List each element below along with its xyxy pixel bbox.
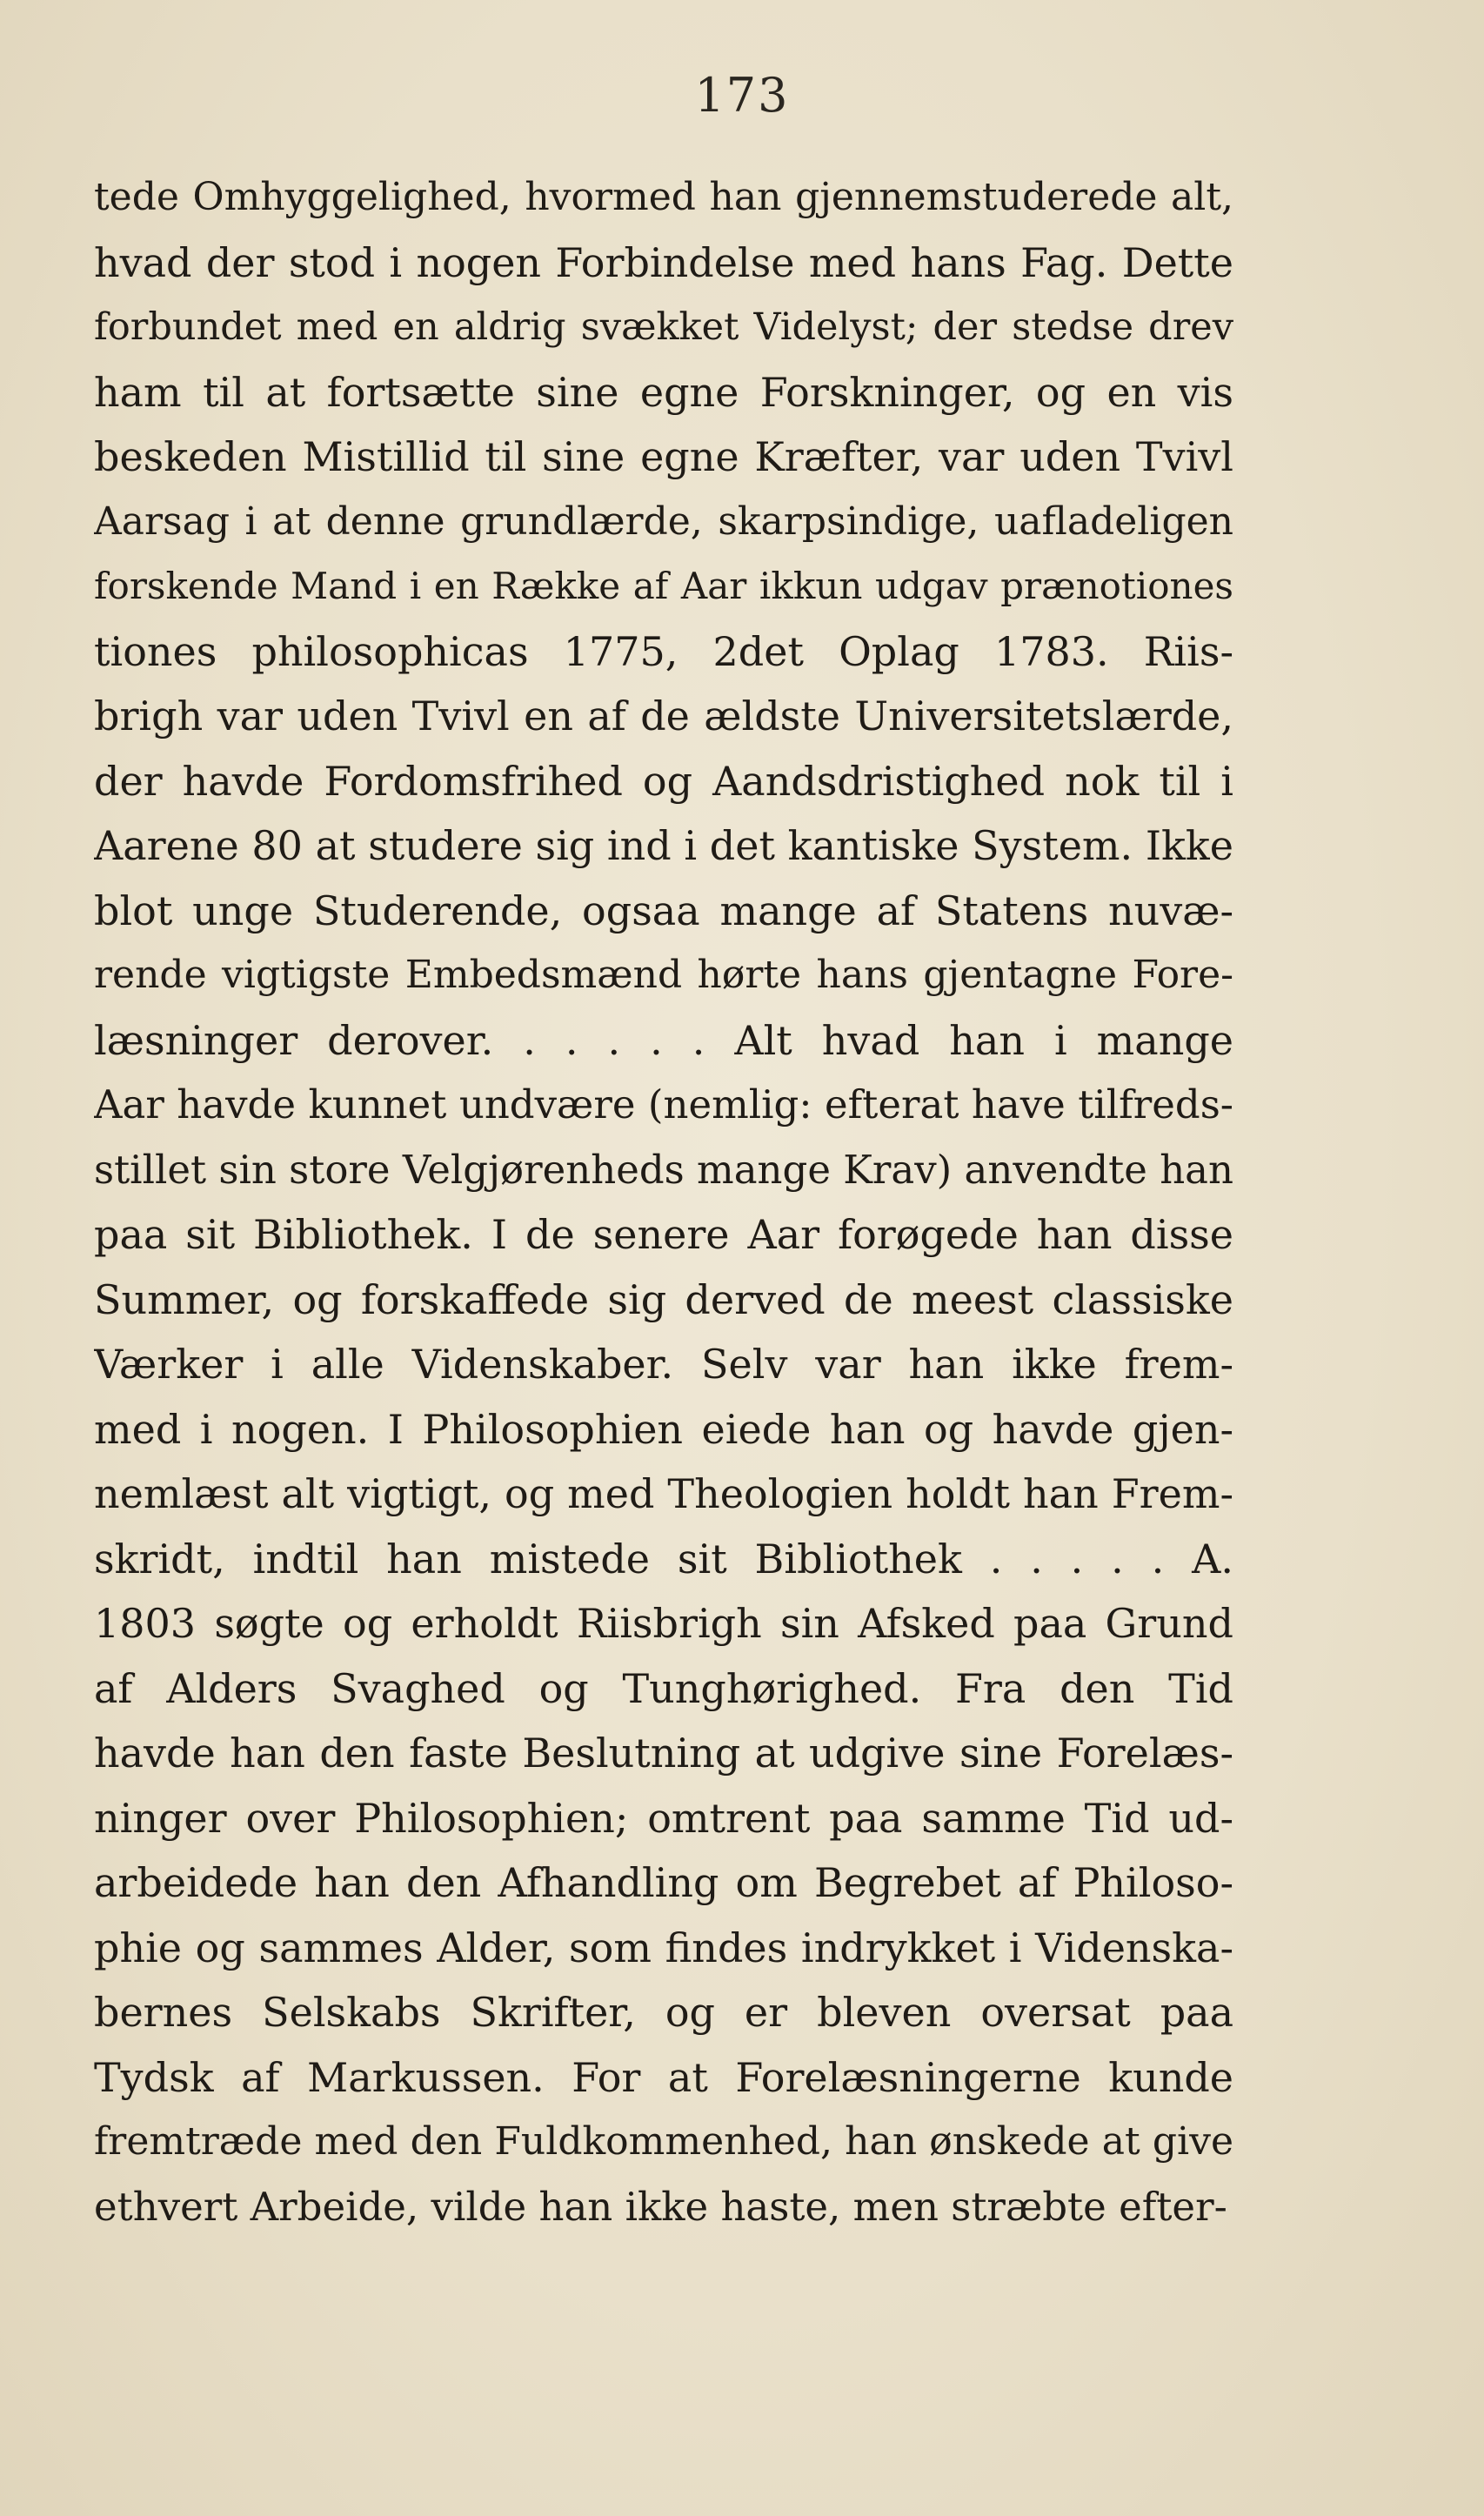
- text-line: beskeden Mistillid til sine egne Kræfter, var uden Tvivl: [94, 433, 1233, 480]
- text-line: phie og sammes Alder, som findes indrykket i Videnska-: [94, 1924, 1233, 1971]
- text-line: Aarsag i at denne grundlærde, skarpsindige, uafladeligen: [94, 499, 1233, 544]
- text-line: havde han den faste Beslutning at udgive sine Forelæs-: [94, 1730, 1233, 1777]
- text-line: stillet sin store Velgjørenheds mange Krav) anvendte han: [94, 1146, 1233, 1193]
- text-line: blot unge Studerende, ogsaa mange af Statens nuvæ-: [94, 887, 1233, 934]
- text-line: ham til at fortsætte sine egne Forskninger, og en vis: [94, 368, 1233, 416]
- text-line: bernes Selskabs Skrifter, og er bleven oversat paa: [94, 1989, 1233, 2036]
- text-line: Summer, og forskaffede sig derved de meest classiske: [94, 1275, 1233, 1323]
- text-line: 1803 søgte og erholdt Riisbrigh sin Afsked paa Grund: [94, 1600, 1233, 1647]
- text-line: forbundet med en aldrig svækket Videlyst; der stedse drev: [94, 305, 1233, 349]
- text-line: arbeidede han den Afhandling om Begrebet af Philoso-: [94, 1859, 1233, 1906]
- text-line: Værker i alle Videnskaber. Selv var han ikke frem-: [94, 1341, 1233, 1388]
- text-line: der havde Fordomsfrihed og Aandsdristighed nok til i: [94, 757, 1233, 805]
- text-line: forskende Mand i en Række af Aar ikkun udgav prænotiones: [94, 565, 1233, 607]
- text-line: brigh var uden Tvivl en af de ældste Universitetslærde,: [94, 693, 1233, 739]
- text-line: med i nogen. I Philosophien eiede han og havde gjen-: [94, 1405, 1233, 1453]
- text-line: læsninger derover. . . . . . Alt hvad han i mange: [94, 1016, 1233, 1064]
- text-line: af Alders Svaghed og Tunghørighed. Fra den Tid: [94, 1664, 1233, 1712]
- text-line: tede Omhyggelighed, hvormed han gjennemstuderede alt,: [94, 175, 1233, 219]
- text-line: Aarene 80 at studere sig ind i det kantiske System. Ikke: [94, 822, 1233, 869]
- text-line: Tydsk af Markussen. For at Forelæsningerne kunde: [94, 2053, 1233, 2101]
- text-line: fremtræde med den Fuldkommenhed, han ønskede at give: [94, 2119, 1233, 2164]
- text-line: skridt, indtil han mistede sit Bibliothek . . . . . A.: [94, 1535, 1233, 1583]
- text-line: paa sit Bibliothek. I de senere Aar forøgede han disse: [94, 1211, 1233, 1258]
- text-line: tiones philosophicas 1775, 2det Oplag 1783. Riis-: [94, 627, 1233, 675]
- page-number: 173: [694, 68, 790, 123]
- text-line: hvad der stod i nogen Forbindelse med hans Fag. Dette: [94, 238, 1233, 286]
- text-line: rende vigtigste Embedsmænd hørte hans gjentagne Fore-: [94, 953, 1233, 997]
- body-text: [94, 165, 1233, 2239]
- text-line: ethvert Arbeide, vilde han ikke haste, men stræbte efter-: [94, 2183, 1227, 2230]
- text-line: nemlæst alt vigtigt, og med Theologien holdt han Frem-: [94, 1470, 1233, 1517]
- text-line: ninger over Philosophien; omtrent paa samme Tid ud-: [94, 1794, 1233, 1842]
- text-line: Aar havde kunnet undvære (nemlig: efterat have tilfreds-: [94, 1081, 1233, 1128]
